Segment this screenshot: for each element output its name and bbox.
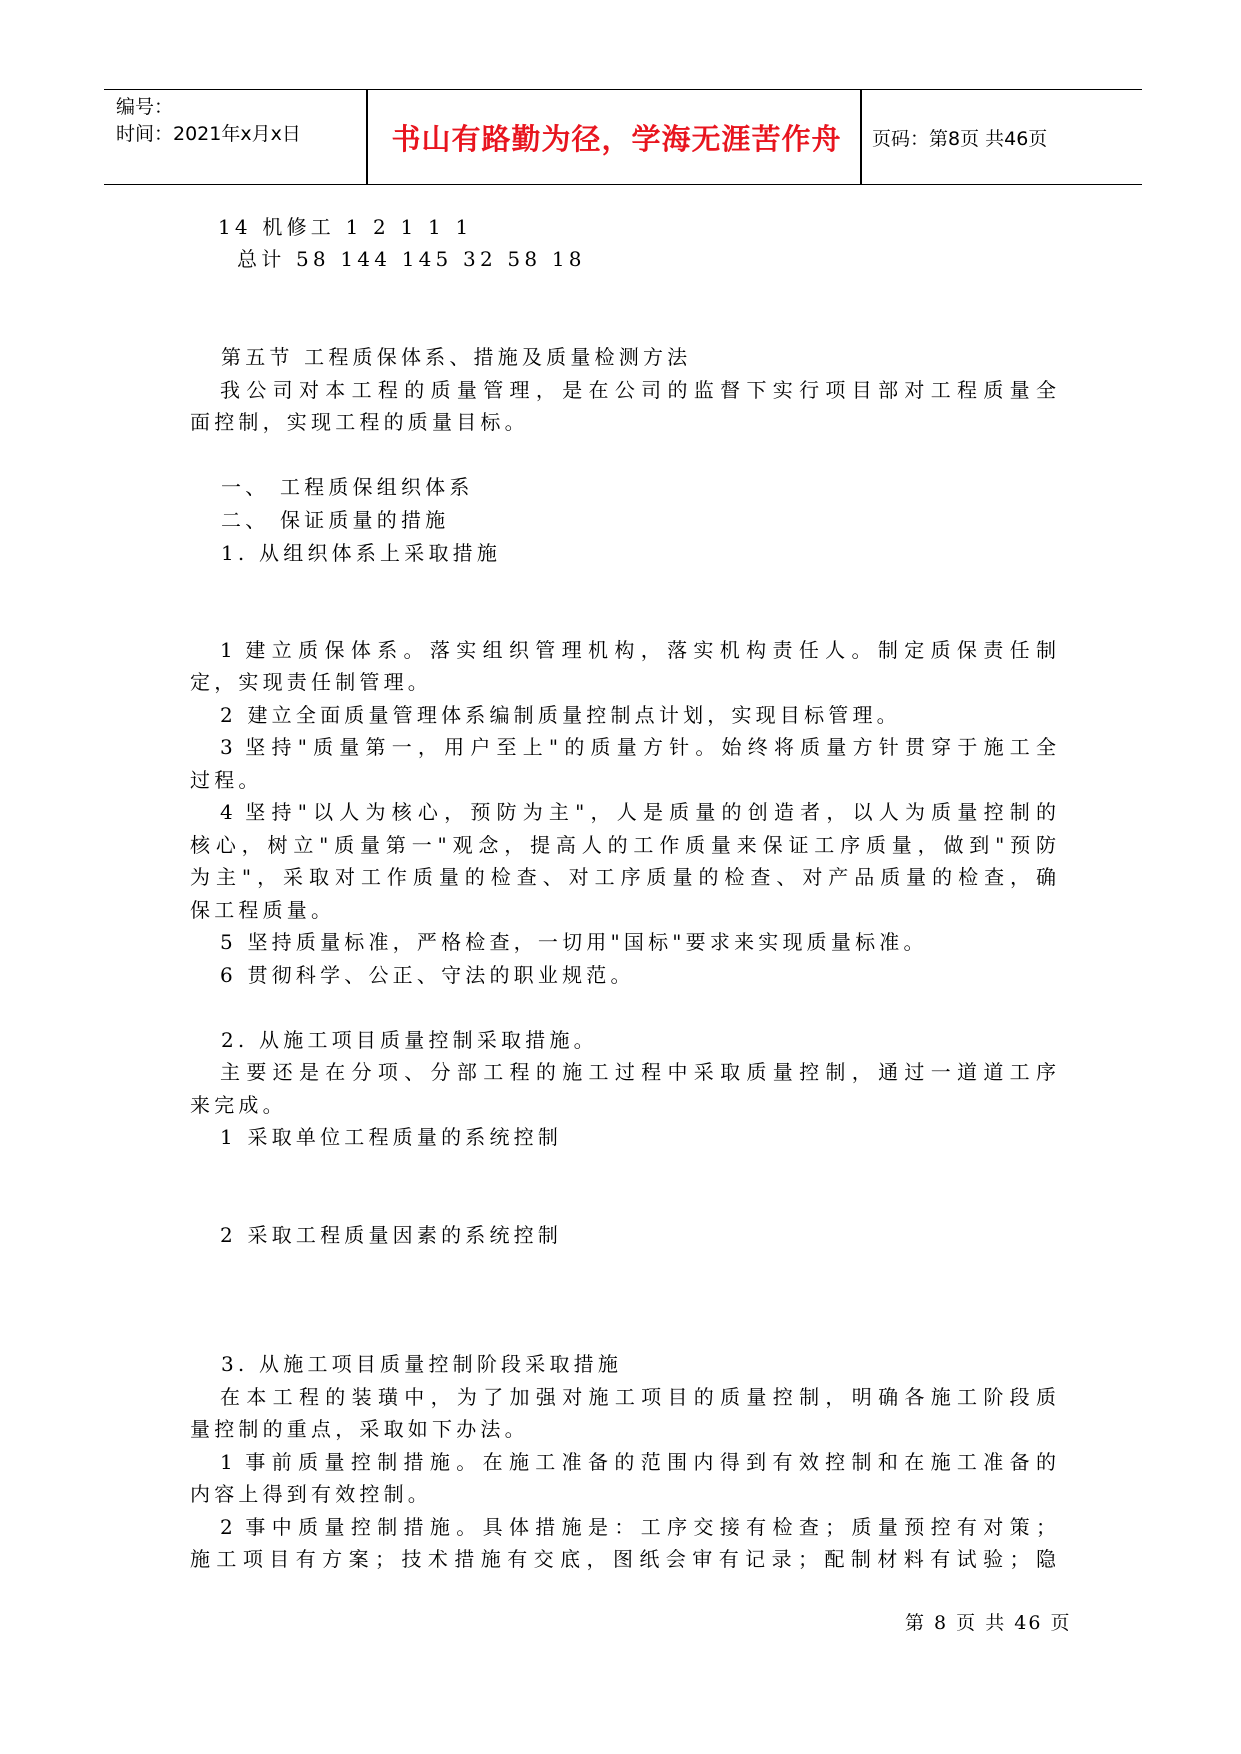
paragraph-line: 面控制，实现工程的质量目标。 bbox=[190, 410, 529, 434]
page-footer: 第 8 页 共 46 页 bbox=[905, 1612, 1072, 1634]
section-title: 第五节 工程质保体系、措施及质量检测方法 bbox=[221, 345, 692, 369]
header-meta bbox=[116, 94, 301, 148]
paragraph-line: 2 事中质量控制措施。具体措施是：工序交接有检查；质量预控有对策； bbox=[220, 1515, 1056, 1539]
paragraph-line: 保工程质量。 bbox=[190, 898, 336, 922]
paragraph-line: 1 采取单位工程质量的系统控制 bbox=[220, 1125, 563, 1149]
paragraph-line: 内容上得到有效控制。 bbox=[190, 1482, 432, 1506]
paragraph-line: 主要还是在分项、分部工程的施工过程中采取质量控制，通过一道道工序 bbox=[220, 1060, 1056, 1084]
paragraph-line: 4 坚持"以人为核心，预防为主"，人是质量的创造者，以人为质量控制的 bbox=[220, 800, 1056, 824]
paragraph-line: 5 坚持质量标准，严格检查，一切用"国标"要求来实现质量标准。 bbox=[220, 930, 928, 954]
paragraph-line: 1 事前质量控制措施。在施工准备的范围内得到有效控制和在施工准备的 bbox=[220, 1450, 1056, 1474]
paragraph-line: 核心，树立"质量第一"观念，提高人的工作质量来保证工序质量，做到"预防 bbox=[190, 833, 1056, 857]
paragraph-line: 在本工程的装璜中，为了加强对施工项目的质量控制，明确各施工阶段质 bbox=[220, 1385, 1056, 1409]
heading-one: 一、 工程质保组织体系 bbox=[221, 475, 474, 499]
header-page-info: 页码：第8页 共46页 bbox=[872, 127, 1048, 150]
paragraph-line: 6 贯彻科学、公正、守法的职业规范。 bbox=[220, 963, 635, 987]
paragraph-line: 过程。 bbox=[190, 768, 263, 792]
subheading: 2. 从施工项目质量控制采取措施。 bbox=[221, 1028, 598, 1052]
paragraph-line: 施工项目有方案；技术措施有交底，图纸会审有记录；配制材料有试验；隐 bbox=[190, 1547, 1056, 1571]
paragraph-line: 2 采取工程质量因素的系统控制 bbox=[220, 1223, 563, 1247]
document-number-label: 编号： bbox=[116, 96, 174, 118]
subheading: 3. 从施工项目质量控制阶段采取措施 bbox=[221, 1352, 623, 1376]
paragraph-line: 来完成。 bbox=[190, 1093, 287, 1117]
subheading: 1. 从组织体系上采取措施 bbox=[221, 541, 502, 565]
paragraph-line: 定，实现责任制管理。 bbox=[190, 670, 432, 694]
document-time-label: 时间：2021年x月x日 bbox=[116, 123, 301, 145]
header-motto: 书山有路勤为径，学海无涯苦作舟 bbox=[391, 121, 842, 156]
paragraph-line: 3 坚持"质量第一，用户至上"的质量方针。始终将质量方针贯穿于施工全 bbox=[220, 735, 1056, 759]
header-divider bbox=[860, 90, 862, 184]
table-total-row: 总计 58 144 145 32 58 18 bbox=[237, 247, 586, 271]
paragraph-line: 我公司对本工程的质量管理，是在公司的监督下实行项目部对工程质量全 bbox=[220, 378, 1056, 402]
paragraph-line: 1 建立质保体系。落实组织管理机构，落实机构责任人。制定质保责任制 bbox=[220, 638, 1056, 662]
header-divider bbox=[366, 90, 368, 184]
paragraph-line: 2 建立全面质量管理体系编制质量控制点计划，实现目标管理。 bbox=[220, 703, 901, 727]
heading-two: 二、 保证质量的措施 bbox=[221, 508, 450, 532]
paragraph-line: 为主"，采取对工作质量的检查、对工序质量的检查、对产品质量的检查，确 bbox=[190, 865, 1056, 889]
paragraph-line: 量控制的重点，采取如下办法。 bbox=[190, 1417, 529, 1441]
table-row: 14 机修工 1 2 1 1 1 bbox=[218, 215, 473, 239]
page-header bbox=[104, 89, 1142, 185]
